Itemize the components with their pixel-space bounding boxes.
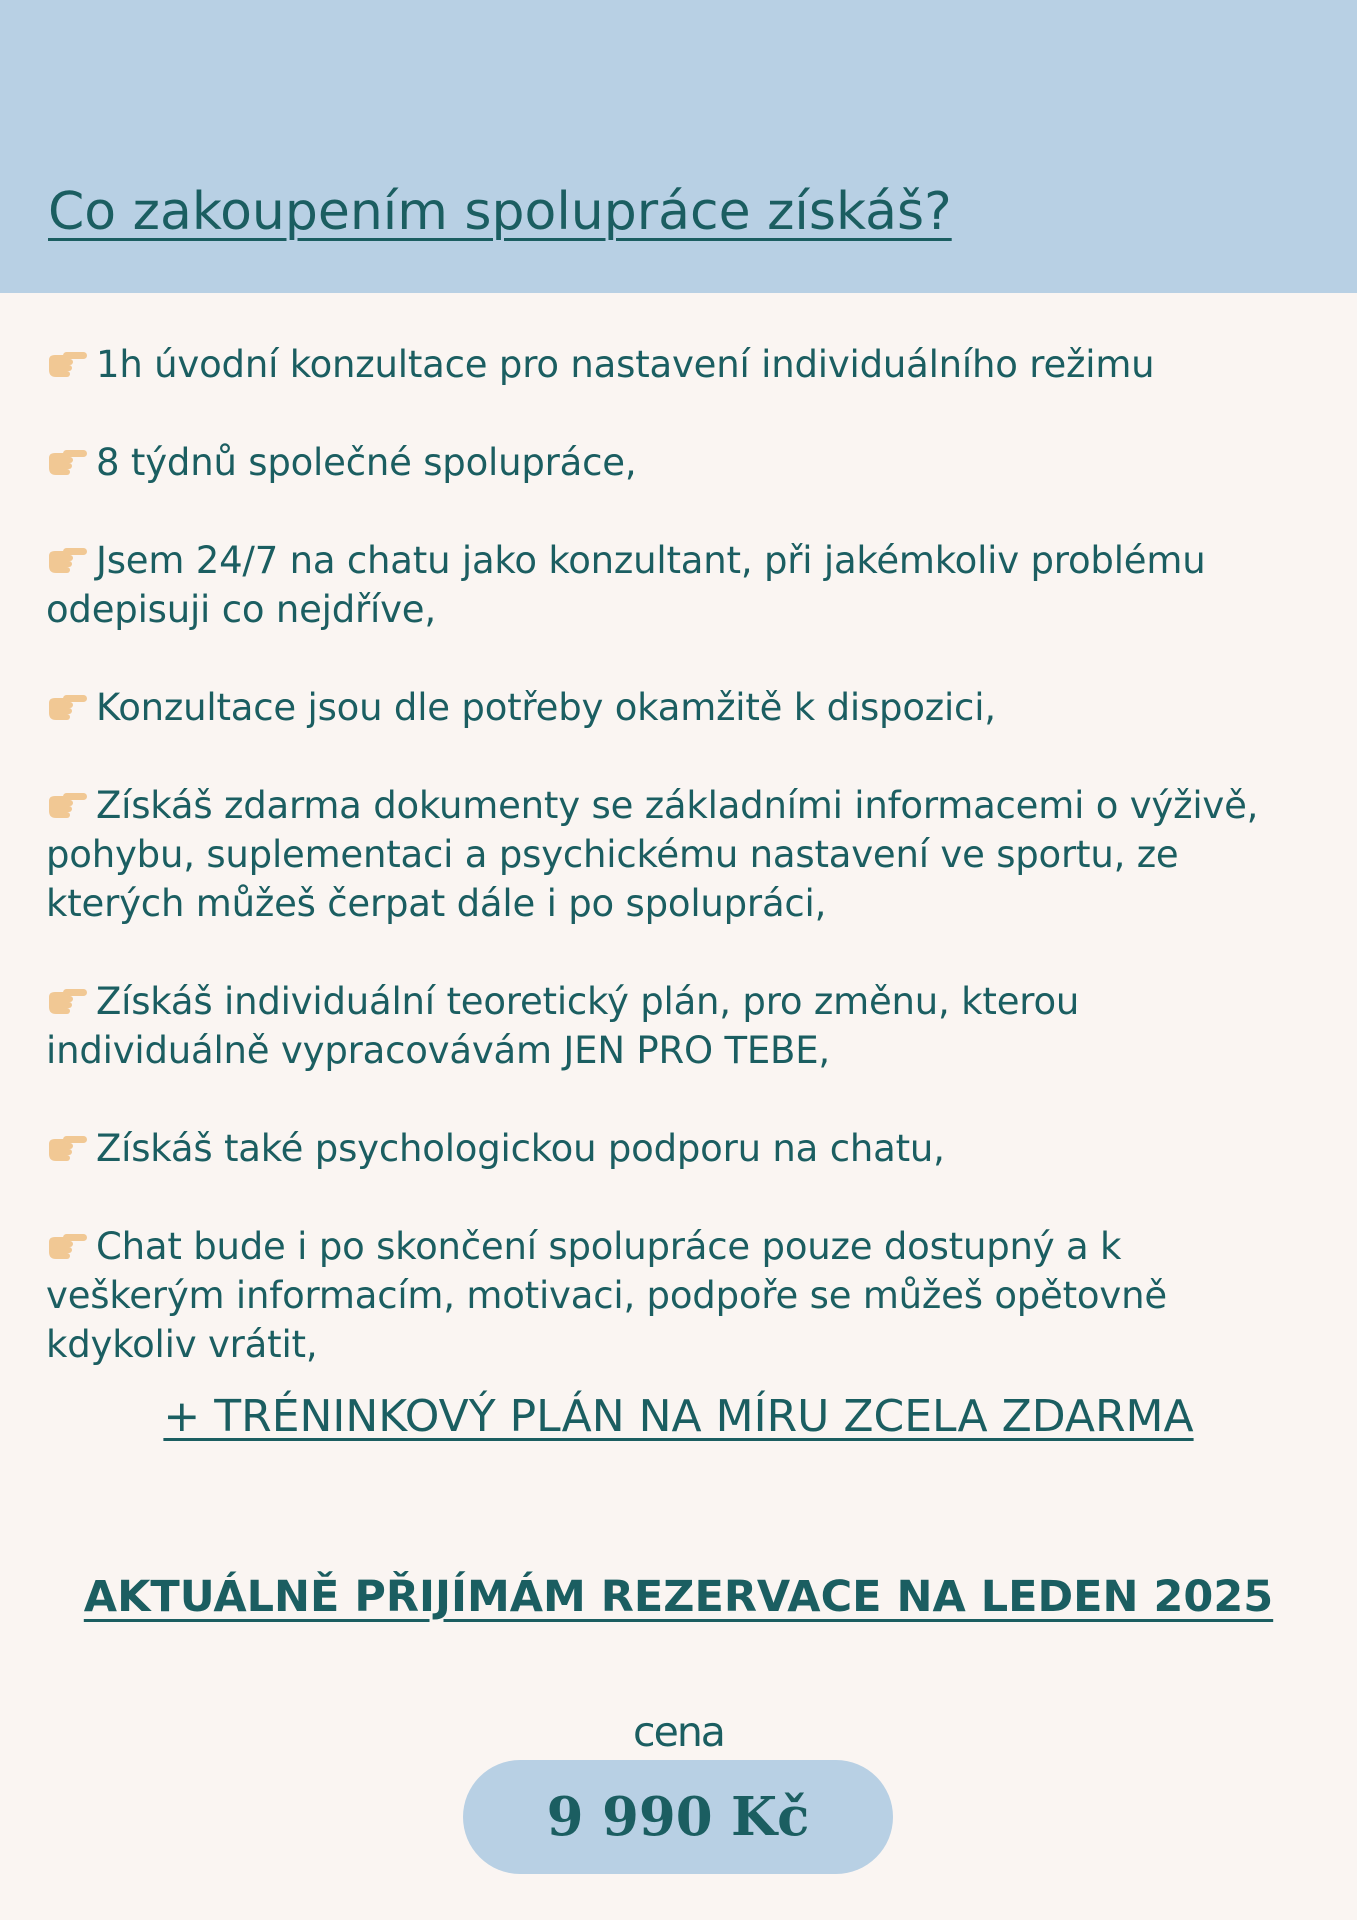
benefit-text: Konzultace jsou dle potřeby okamžitě k dispozici, bbox=[96, 686, 996, 729]
benefit-text: Získáš také psychologickou podporu na chatu, bbox=[96, 1127, 945, 1170]
reservation-notice: AKTUÁLNĚ PŘIJÍMÁM REZERVACE NA LEDEN 2025 bbox=[83, 1572, 1274, 1622]
price-value: 9 990 Kč bbox=[546, 1786, 810, 1848]
benefit-item bbox=[46, 683, 1286, 732]
benefit-text: Chat bude i po skončení spolupráce pouze dostupný a k veškerým informacím, motivaci, podpoře se můžeš opětovně kdykoliv vrátit, bbox=[46, 1225, 1167, 1366]
benefit-item bbox=[46, 977, 1286, 1075]
benefit-text: 8 týdnů společné spolupráce, bbox=[96, 441, 637, 484]
pointing-hand-icon bbox=[46, 1130, 88, 1164]
pointing-hand-icon bbox=[46, 1228, 88, 1262]
price-badge bbox=[463, 1760, 893, 1874]
benefits-list bbox=[46, 340, 1286, 1369]
pointing-hand-icon bbox=[46, 444, 88, 478]
header-banner bbox=[0, 0, 1357, 293]
benefit-item bbox=[46, 536, 1286, 634]
pointing-hand-icon bbox=[46, 346, 88, 380]
price-label: cena bbox=[633, 1708, 724, 1756]
benefit-item bbox=[46, 1222, 1286, 1369]
bonus-offer: + TRÉNINKOVÝ PLÁN NA MÍRU ZCELA ZDARMA bbox=[163, 1391, 1194, 1442]
benefit-text: Jsem 24/7 na chatu jako konzultant, při jakémkoliv problému odepisuji co nejdříve, bbox=[46, 539, 1206, 631]
pointing-hand-icon bbox=[46, 689, 88, 723]
pointing-hand-icon bbox=[46, 983, 88, 1017]
pointing-hand-icon bbox=[46, 542, 88, 576]
benefit-text: Získáš zdarma dokumenty se základními informacemi o výživě, pohybu, suplementaci a psychickému nastavení ve sportu, ze kterých můžeš čerpat dále i po spolupráci, bbox=[46, 784, 1259, 925]
benefit-item bbox=[46, 438, 1286, 487]
pointing-hand-icon bbox=[46, 787, 88, 821]
benefit-text: 1h úvodní konzultace pro nastavení individuálního režimu bbox=[96, 343, 1155, 386]
benefit-item bbox=[46, 1124, 1286, 1173]
benefit-item bbox=[46, 781, 1286, 928]
benefit-item bbox=[46, 340, 1286, 389]
benefit-text: Získáš individuální teoretický plán, pro změnu, kterou individuálně vypracovávám JEN PRO TEBE, bbox=[46, 980, 1080, 1072]
page-title: Co zakoupením spolupráce získáš? bbox=[48, 182, 952, 242]
